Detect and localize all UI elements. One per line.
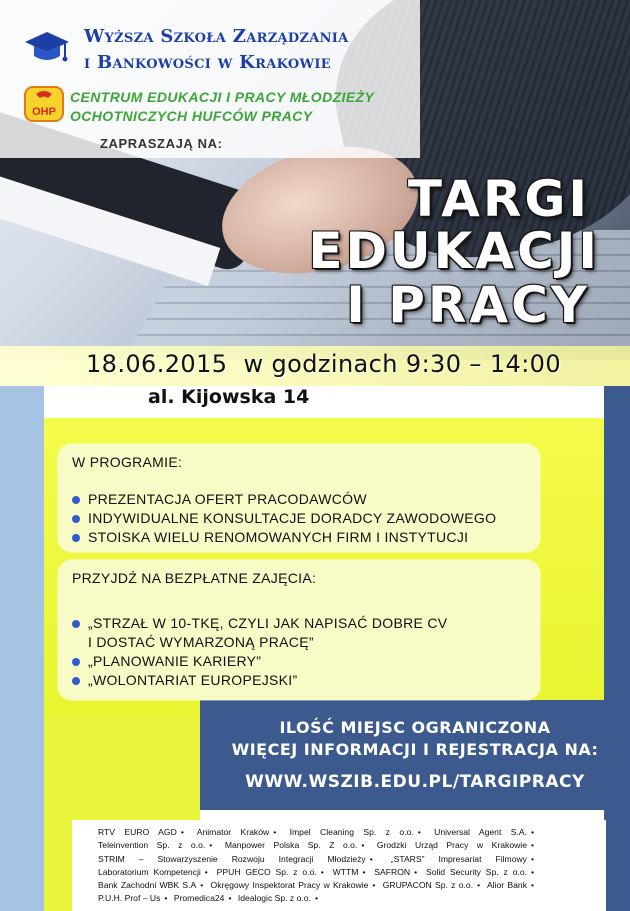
bullet-separator: •	[204, 866, 208, 877]
sponsor-item: RTV EURO AGD	[98, 827, 177, 837]
classes-heading: PRZYJDŹ NA BEZPŁATNE ZAJĘCIA:	[72, 570, 317, 586]
info-limited-seats: ILOŚĆ MIEJSC OGRANICZONA	[279, 718, 551, 737]
classes-card	[58, 560, 540, 700]
list-item: STOISKA WIELU RENOMOWANYCH FIRM I INSTYTUCJI	[72, 528, 526, 547]
svg-text:OHP: OHP	[32, 106, 56, 118]
list-item: „PLANOWANIE KARIERY”	[72, 652, 526, 671]
bullet-separator: •	[361, 840, 365, 851]
bullet-separator: •	[314, 893, 318, 904]
right-navy-strip	[604, 386, 630, 911]
invite-text: ZAPRASZAJĄ NA:	[100, 136, 223, 151]
sponsor-item: PPUH GECO Sp. z o.o.	[216, 866, 317, 877]
program-card	[58, 444, 540, 552]
bullet-separator: •	[320, 866, 324, 877]
sponsor-item: Okręgowy Inspektorat Pracy w Krakowie	[210, 880, 369, 891]
sponsor-item: Teleinvention Sp. z o.o.	[98, 840, 206, 851]
classes-list	[72, 614, 526, 690]
bullet-separator: •	[180, 827, 184, 837]
logos-band	[0, 0, 420, 158]
sponsor-item: Alior Bank	[486, 880, 527, 891]
bullet-separator: •	[228, 893, 232, 904]
sponsor-item: Universal Agent S.A.	[434, 827, 527, 837]
list-item: „WOLONTARIAT EUROPEJSKI”	[72, 671, 526, 690]
ohp-logo-icon	[24, 86, 64, 122]
bullet-separator: •	[200, 880, 204, 891]
sponsor-item: P.U.H. Prof – Us	[98, 893, 161, 904]
sponsors-list	[98, 826, 538, 906]
list-item: PREZENTACJA OFERT PRACODAWCÓW	[72, 490, 526, 509]
class-title-line1: „STRZAŁ W 10-TKĘ, CZYLI JAK NAPISAĆ DOBRE CV	[88, 615, 448, 631]
event-date: 18.06.2015 w godzinach 9:30 – 14:00	[86, 350, 562, 378]
program-list	[72, 490, 526, 547]
bullet-separator: •	[477, 880, 481, 891]
sponsor-item: Impel Cleaning Sp. z o.o.	[289, 827, 414, 837]
sponsor-item: „STARS” Impresariat Filmowy	[390, 853, 527, 864]
bullet-separator: •	[414, 866, 418, 877]
bullet-separator: •	[530, 853, 534, 864]
bullet-separator: •	[531, 866, 535, 877]
bullet-separator: •	[530, 827, 534, 837]
bullet-separator: •	[164, 893, 168, 904]
title-line2: EDUKACJI	[308, 222, 600, 280]
bullet-separator: •	[372, 880, 376, 891]
sponsor-item: Manpower Polska Sp. Z o.o.	[224, 840, 358, 851]
sponsor-item: Bank Zachodni WBK S.A	[98, 880, 197, 891]
center-name-line2: OCHOTNICZYCH HUFCÓW PRACY	[70, 108, 313, 124]
bullet-separator: •	[531, 880, 535, 891]
bullet-separator: •	[209, 840, 213, 851]
bullet-separator: •	[417, 827, 421, 837]
program-heading: W PROGRAMIE:	[72, 454, 183, 470]
registration-url-link[interactable]: WWW.WSZIB.EDU.PL/TARGIPRACY	[245, 772, 585, 792]
list-item	[72, 614, 526, 652]
event-address: al. Kijowska 14	[148, 386, 310, 408]
sponsor-item: WTTM	[332, 866, 359, 877]
title-line1: TARGI	[407, 170, 590, 228]
sponsor-item: SAFRON	[374, 866, 411, 877]
title-line3: I PRACY	[346, 276, 590, 334]
sponsor-item: Promedica24	[173, 893, 225, 904]
center-name-line1: CENTRUM EDUKACJI I PRACY MŁODZIEŻY	[70, 89, 375, 105]
sponsor-item: Idealogic Sp. z o.o.	[237, 893, 311, 904]
bullet-separator: •	[369, 853, 373, 864]
school-name-line1: Wyższa Szkoła Zarządzania	[84, 26, 349, 47]
class-title-line2: I DOSTAĆ WYMARZONĄ PRACĘ”	[88, 634, 314, 650]
graduation-cap-icon	[24, 30, 70, 68]
sponsor-item: GRUPACON Sp. z o.o.	[382, 880, 474, 891]
list-item: INDYWIDUALNE KONSULTACJE DORADCY ZAWODOWEGO	[72, 509, 526, 528]
left-blue-strip	[0, 386, 44, 911]
sponsor-item: Grodzki Urząd Pracy w Krakowie	[376, 840, 527, 851]
sponsor-item: Animator Kraków	[196, 827, 270, 837]
info-registration: WIĘCEJ INFORMACJI I REJESTRACJA NA:	[231, 740, 599, 759]
bullet-separator: •	[362, 866, 366, 877]
bullet-separator: •	[273, 827, 277, 837]
bullet-separator: •	[531, 840, 535, 851]
sponsor-item: Laboratorium Kompetencji	[98, 866, 201, 877]
sponsor-item: STRIM – Stowarzyszenie Rozwoju Integracji Młodzieży	[98, 853, 366, 864]
school-name-line2: i Bankowości w Krakowie	[84, 52, 331, 73]
sponsor-item: Solid Security Sp. z o.o.	[425, 866, 528, 877]
